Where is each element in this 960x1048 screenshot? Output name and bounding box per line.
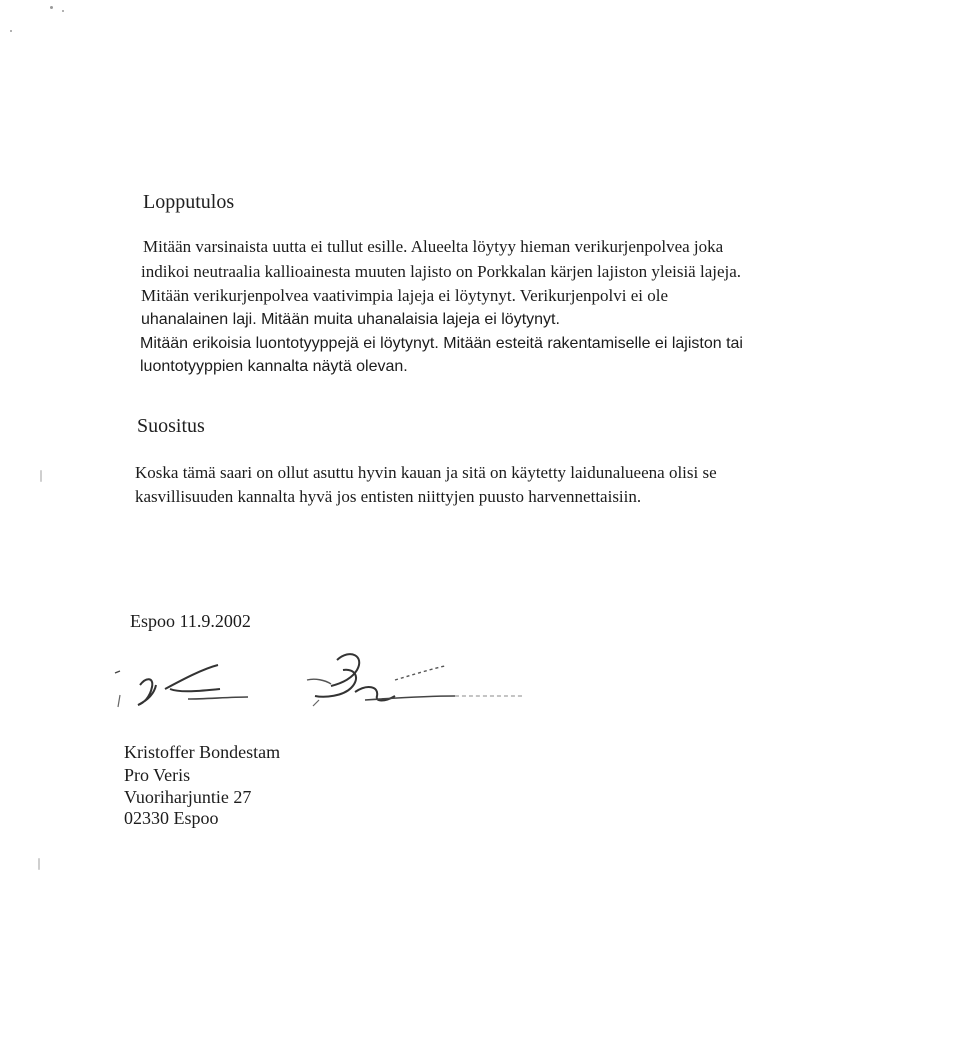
paragraph-line: indikoi neutraalia kallioainesta muuten lajisto on Porkkalan kärjen lajiston yleisiä lajeja. bbox=[141, 262, 742, 281]
paragraph-line: kasvillisuuden kannalta hyvä jos entisten niittyjen puusto harvennettaisiin. bbox=[135, 487, 642, 506]
scan-speck bbox=[50, 6, 53, 9]
signer-street: Vuoriharjuntie 27 bbox=[124, 787, 252, 807]
signer-organization: Pro Veris bbox=[124, 765, 191, 785]
place-date: Espoo 11.9.2002 bbox=[130, 611, 251, 631]
paragraph-line: Mitään varsinaista uutta ei tullut esille. Alueelta löytyy hieman verikurjenpolvea joka bbox=[143, 237, 724, 256]
section-heading-lopputulos: Lopputulos bbox=[143, 191, 235, 213]
paragraph-line: Koska tämä saari on ollut asuttu hyvin kauan ja sitä on käytetty laidunalueena olisi se bbox=[135, 463, 717, 482]
paragraph-line: Mitään verikurjenpolvea vaativimpia lajeja ei löytynyt. Verikurjenpolvi ei ole bbox=[141, 286, 668, 305]
signature-1-icon bbox=[110, 655, 280, 725]
signer-postal: 02330 Espoo bbox=[124, 808, 219, 828]
paragraph-line: Mitään erikoisia luontotyyppejä ei löytynyt. Mitään esteitä rakentamiselle ei lajiston tai bbox=[140, 335, 743, 352]
signer-name: Kristoffer Bondestam bbox=[124, 742, 281, 762]
scan-speck bbox=[40, 470, 42, 482]
scan-speck bbox=[62, 10, 64, 12]
scan-speck bbox=[38, 858, 40, 870]
paragraph-line: uhanalainen laji. Mitään muita uhanalaisia lajeja ei löytynyt. bbox=[141, 311, 560, 328]
signature-2-icon bbox=[295, 640, 535, 720]
scan-speck bbox=[10, 30, 12, 32]
section-heading-suositus: Suositus bbox=[137, 415, 205, 437]
paragraph-line: luontotyyppien kannalta näytä olevan. bbox=[140, 358, 408, 375]
